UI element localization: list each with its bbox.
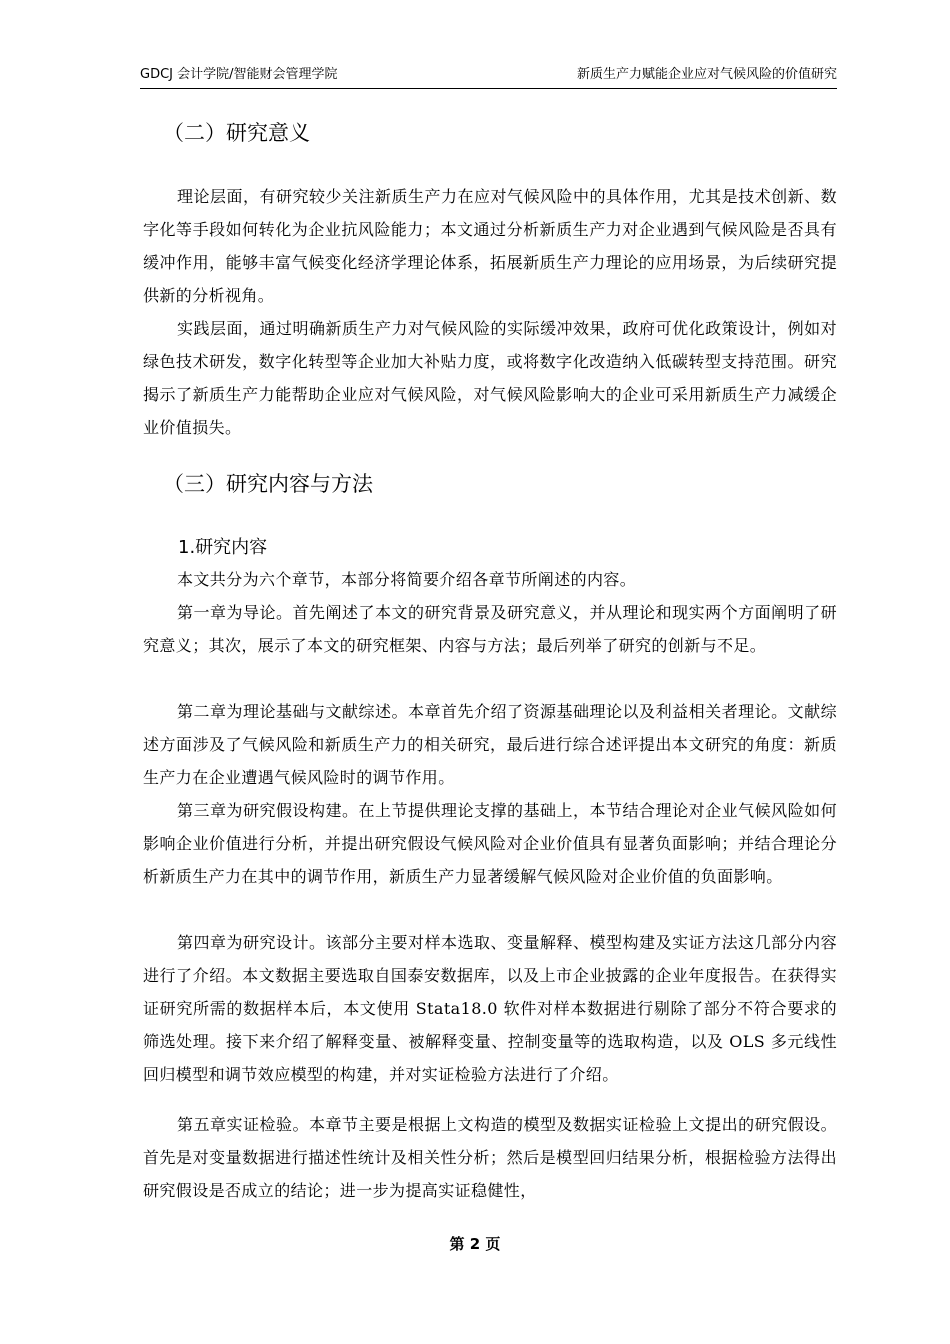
paragraph-theory-level: 理论层面，有研究较少关注新质生产力在应对气候风险中的具体作用，尤其是技术创新、数字化等手段如何转化为企业抗风险能力；本文通过分析新质生产力对企业遇到气候风险是否具有缓冲作用，能够丰富气候变化经济学理论体系，拓展新质生产力理论的应用场景，为后续研究提供新的分析视角。 xyxy=(143,187,837,305)
header-institution: GDCJ 会计学院/智能财会管理学院 xyxy=(140,67,338,82)
section-heading-research-significance: （二）研究意义 xyxy=(163,121,310,145)
paragraph-chapter-3: 第三章为研究假设构建。在上节提供理论支撑的基础上，本节结合理论对企业气候风险如何影响企业价值进行分析，并提出研究假设气候风险对企业价值具有显著负面影响；并结合理论分析新质生产力在其中的调节作用，新质生产力显著缓解气候风险对企业价值的负面影响。 xyxy=(143,801,837,886)
section-heading-content-methods: （三）研究内容与方法 xyxy=(163,472,373,496)
page-header xyxy=(140,66,837,89)
paragraph-chapter-5: 第五章实证检验。本章节主要是根据上文构造的模型及数据实证检验上文提出的研究假设。首先是对变量数据进行描述性统计及相关性分析；然后是模型回归结果分析，根据检验方法得出研究假设是否成立的结论；进一步为提高实证稳健性， xyxy=(143,1115,837,1200)
paragraph-practice-level: 实践层面，通过明确新质生产力对气候风险的实际缓冲效果，政府可优化政策设计，例如对绿色技术研发，数字化转型等企业加大补贴力度，或将数字化改造纳入低碳转型支持范围。研究揭示了新质生产力能帮助企业应对气候风险，对气候风险影响大的企业可采用新质生产力减缓企业价值损失。 xyxy=(143,319,837,437)
paragraph-overview: 本文共分为六个章节，本部分将简要介绍各章节所阐述的内容。 xyxy=(177,570,637,589)
paragraph-chapter-4: 第四章为研究设计。该部分主要对样本选取、变量解释、模型构建及实证方法这几部分内容进行了介绍。本文数据主要选取自国泰安数据库，以及上市企业披露的企业年度报告。在获得实证研究所需的数据样本后，本文使用 Stata18.0 软件对样本数据进行剔除了部分不符合要求的筛选处理。接下来介绍了解释变量、被解释变量、控制变量等的选取构造，以及 OLS 多元线性回归模型和调节效应模型的构建，并对实证检验方法进行了介绍。 xyxy=(143,933,837,1084)
header-paper-title: 新质生产力赋能企业应对气候风险的价值研究 xyxy=(576,67,837,82)
page-number: 第 2 页 xyxy=(449,1235,501,1253)
paragraph-chapter-1: 第一章为导论。首先阐述了本文的研究背景及研究意义，并从理论和现实两个方面阐明了研究意义；其次，展示了本文的研究框架、内容与方法；最后列举了研究的创新与不足。 xyxy=(143,603,837,655)
paragraph-chapter-2: 第二章为理论基础与文献综述。本章首先介绍了资源基础理论以及利益相关者理论。文献综述方面涉及了气候风险和新质生产力的相关研究，最后进行综合述评提出本文研究的角度：新质生产力在企业遭遇气候风险时的调节作用。 xyxy=(143,702,837,787)
subsection-heading-research-content: 1.研究内容 xyxy=(178,537,268,558)
